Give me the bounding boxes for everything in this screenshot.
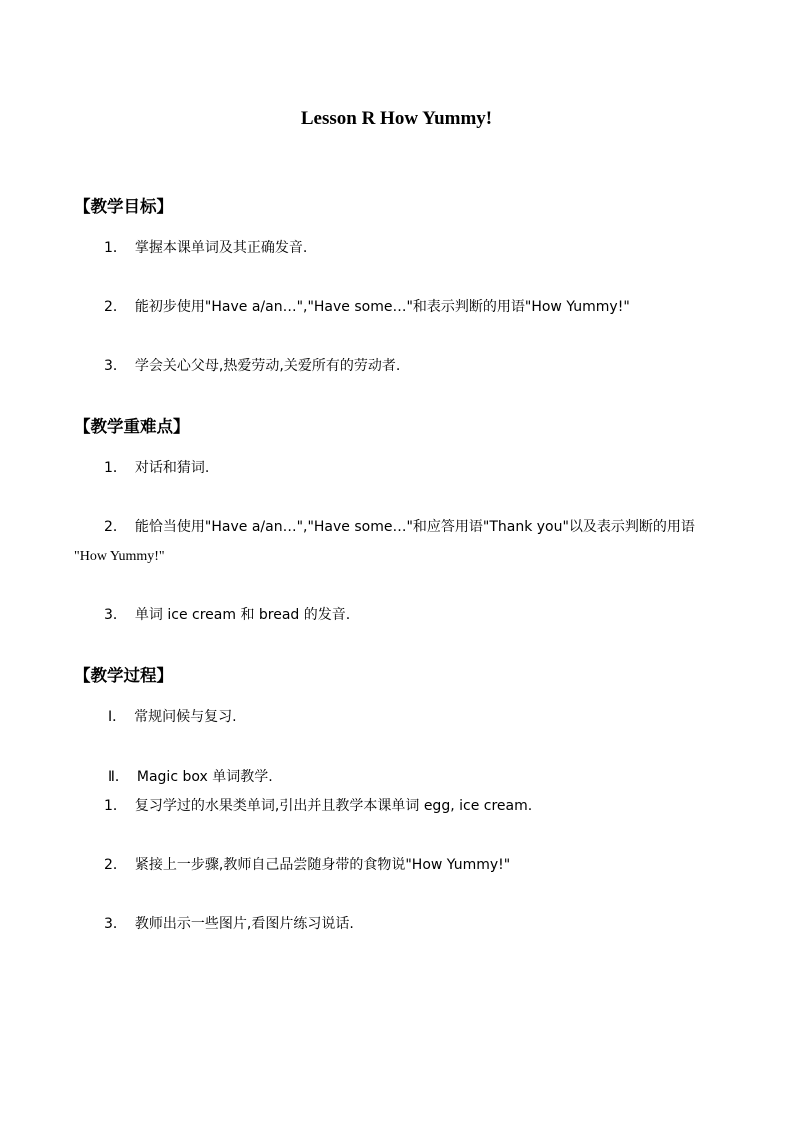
item-text: 紧接上一步骤,教师自己品尝随身带的食物说"How Yummy!" bbox=[134, 857, 511, 873]
list-item bbox=[104, 855, 510, 875]
item-text: 单词 ice cream 和 bread 的发音. bbox=[134, 607, 351, 623]
item-text: 复习学过的水果类单词,引出并且教学本课单词 egg, ice cream. bbox=[134, 798, 533, 814]
section-heading-key-points: 【教学重难点】 bbox=[74, 417, 190, 436]
section-heading-objectives: 【教学目标】 bbox=[74, 197, 173, 216]
item-number: 2． bbox=[104, 299, 127, 315]
item-number: Ⅱ． bbox=[108, 769, 129, 785]
item-number: Ⅰ． bbox=[108, 709, 127, 725]
item-number: 3． bbox=[104, 916, 127, 932]
list-item bbox=[104, 458, 209, 478]
item-number: 3． bbox=[104, 607, 127, 623]
item-text: 学会关心父母,热爱劳动,关爱所有的劳动者. bbox=[134, 358, 401, 374]
list-item bbox=[104, 238, 307, 258]
item-text: 能恰当使用"Have a/an…","Have some…"和应答用语"Thank you"以及表示判断的用语 bbox=[134, 519, 695, 535]
item-number: 1． bbox=[104, 460, 127, 476]
document-title: Lesson R How Yummy! bbox=[300, 108, 493, 129]
list-item bbox=[108, 767, 273, 787]
list-item bbox=[104, 914, 354, 934]
item-text: Magic box 单词教学. bbox=[136, 769, 273, 785]
item-number: 1． bbox=[104, 798, 127, 814]
list-item bbox=[104, 796, 532, 816]
list-item bbox=[104, 356, 400, 376]
item-number: 2． bbox=[104, 857, 127, 873]
list-item bbox=[108, 707, 237, 727]
item-text: 教师出示一些图片,看图片练习说话. bbox=[134, 916, 354, 932]
item-text: 对话和猜词. bbox=[134, 460, 210, 476]
item-number: 3． bbox=[104, 358, 127, 374]
item-number: 2． bbox=[104, 519, 127, 535]
list-item bbox=[104, 517, 695, 537]
item-text: 能初步使用"Have a/an…","Have some…"和表示判断的用语"How Yummy!" bbox=[134, 299, 630, 315]
list-item bbox=[104, 605, 350, 625]
item-number: 1． bbox=[104, 240, 127, 256]
item-text-continuation: "How Yummy!" bbox=[74, 549, 165, 564]
section-heading-process: 【教学过程】 bbox=[74, 666, 173, 685]
item-text: 常规问候与复习. bbox=[134, 709, 237, 725]
item-text: 掌握本课单词及其正确发音. bbox=[134, 240, 308, 256]
list-item bbox=[104, 297, 630, 317]
